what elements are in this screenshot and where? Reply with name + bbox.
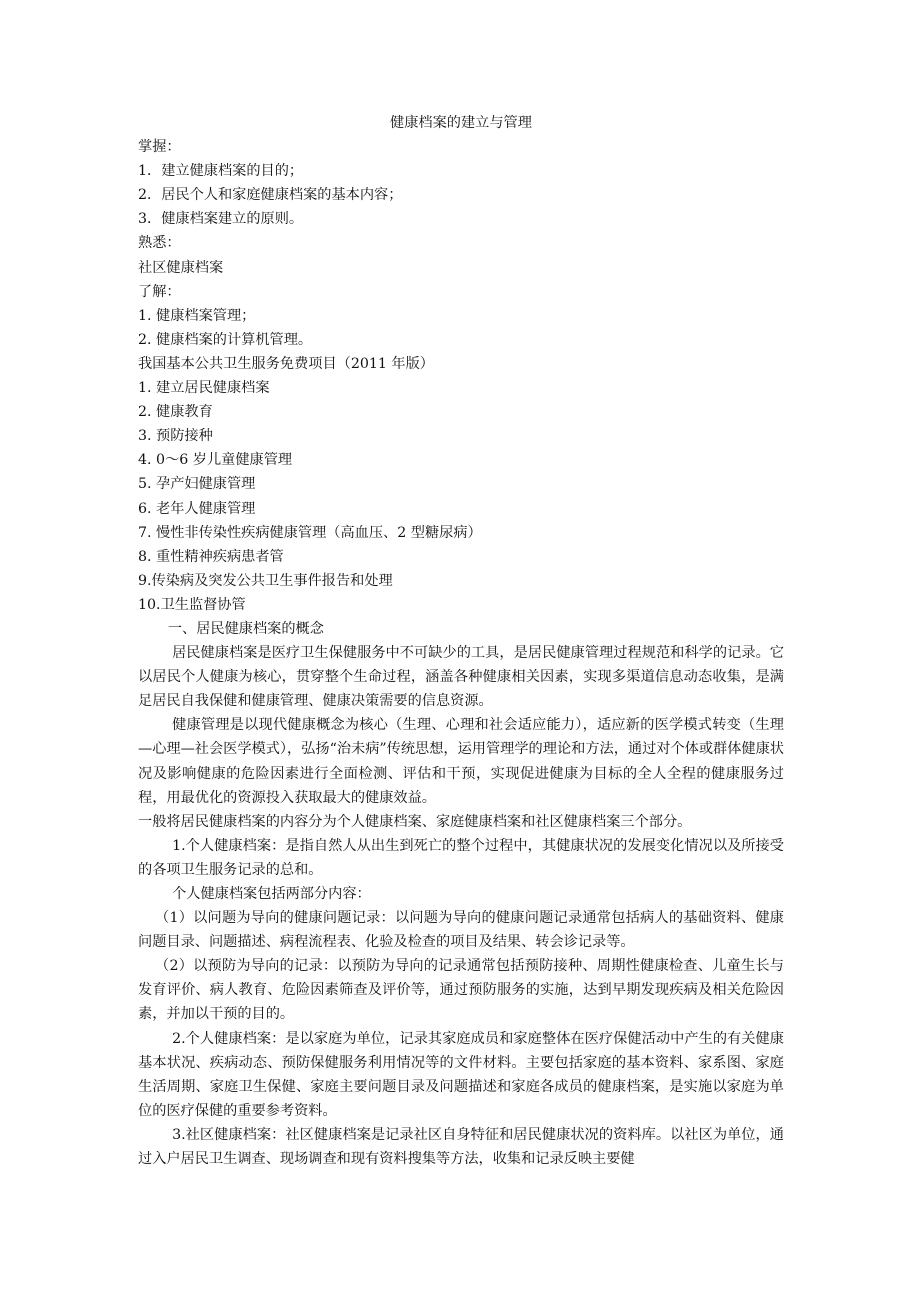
- project-item: 10.卫生监督协管: [138, 596, 246, 613]
- project-item: 5. 孕产妇健康管理: [138, 476, 256, 493]
- paragraph-parts: 一般将居民健康档案的内容分为个人健康档案、家庭健康档案和社区健康档案三个部分。: [138, 813, 692, 830]
- project-item: 4. 0～6 岁儿童健康管理: [138, 452, 293, 469]
- master-heading: 掌握：: [138, 139, 181, 156]
- understand-heading: 了解：: [138, 283, 181, 300]
- master-item: 1．建立健康档案的目的；: [138, 163, 304, 180]
- document-page: [138, 111, 784, 1171]
- master-item: 2．居民个人和家庭健康档案的基本内容；: [138, 187, 403, 204]
- paragraph-personal-parts: 个人健康档案包括两部分内容：: [172, 886, 371, 902]
- paragraph-community-record: 3.社区健康档案：社区健康档案是记录社区自身特征和居民健康状况的资料库。以社区为单位，通过入户居民卫生调查、现场调查和现有资料搜集等方法，收集和记录反映主要健: [138, 1126, 784, 1168]
- paragraph-concept: 居民健康档案是医疗卫生保健服务中不可缺少的工具，是居民健康管理过程规范和科学的记录。它以居民个人健康为核心，贯穿整个生命过程，涵盖各种健康相关因素，实现多渠道信息动态收集，是满足居民自我保健和健康管理、健康决策需要的信息资源。: [138, 645, 784, 710]
- familiar-heading: 熟悉：: [138, 235, 181, 252]
- understand-item: 1. 健康档案管理；: [138, 307, 256, 324]
- understand-item: 2. 健康档案的计算机管理。: [138, 331, 313, 348]
- project-item: 6. 老年人健康管理: [138, 500, 256, 517]
- paragraph-health-management: 健康管理是以现代健康概念为核心（生理、心理和社会适应能力），适应新的医学模式转变（生理—心理—社会医学模式），弘扬“治未病”传统思想，运用管理学的理论和方法，通过对个体或群体健康状况及影响健康的危险因素进行全面检测、评估和干预，实现促进健康为目标的全人全程的健康服务过程，用最优化的资源投入获取最大的健康效益。: [138, 717, 784, 806]
- paragraph-family-record: 2.个人健康档案：是以家庭为单位，记录其家庭成员和家庭整体在医疗保健活动中产生的有关健康基本状况、疾病动态、预防保健服务利用情况等的文件材料。主要包括家庭的基本资料、家系图、家庭生活周期、家庭卫生保健、家庭主要问题目录及问题描述和家庭各成员的健康档案，是实施以家庭为单位的医疗保健的重要参考资料。: [138, 1030, 784, 1119]
- paragraph-personal-record: 1.个人健康档案：是指自然人从出生到死亡的整个过程中，其健康状况的发展变化情况以及所接受的各项卫生服务记录的总和。: [138, 837, 784, 878]
- document-title: 健康档案的建立与管理: [390, 115, 532, 131]
- project-item: 8. 重性精神疾病患者管: [138, 548, 284, 565]
- project-item: 2. 健康教育: [138, 404, 213, 421]
- project-item: 1. 建立居民健康档案: [138, 380, 270, 397]
- project-heading: 我国基本公共卫生服务免费项目（2011 年版）: [138, 355, 434, 372]
- master-item: 3．健康档案建立的原则。: [138, 211, 304, 228]
- paragraph-prevention-record: （2）以预防为导向的记录：以预防为导向的记录通常包括预防接种、周期性健康检查、儿童生长与发育评价、病人教育、危险因素筛查及评价等，通过预防服务的实施，达到早期发现疾病及相关危险因素，并加以干预的目的。: [138, 958, 784, 1023]
- familiar-item: 社区健康档案: [138, 259, 224, 276]
- project-item: 9.传染病及突发公共卫生事件报告和处理: [138, 572, 393, 589]
- project-item: 3. 预防接种: [138, 428, 213, 445]
- project-item: 7. 慢性非传染性疾病健康管理（高血压、2 型糖尿病）: [138, 524, 482, 541]
- section-heading: 一、居民健康档案的概念: [167, 620, 324, 637]
- paragraph-problem-record: （1）以问题为导向的健康问题记录：以问题为导向的健康问题记录通常包括病人的基础资料、健康问题目录、问题描述、病程流程表、化验及检查的项目及结果、转会诊记录等。: [138, 910, 784, 951]
